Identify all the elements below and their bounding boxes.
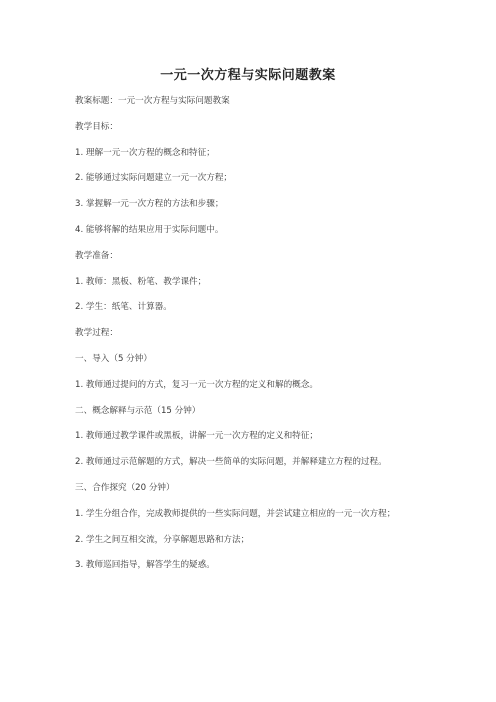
preparation-item-2: 2. 学生：纸笔、计算器。 [75,302,172,313]
goal-item-1: 1. 理解一元一次方程的概念和特征； [75,147,215,158]
intro-item-1: 1. 教师通过提问的方式，复习一元一次方程的定义和解的概念。 [75,379,318,390]
cooperation-item-2: 2. 学生之间互相交流，分享解题思路和方法； [75,534,250,545]
section-intro-heading: 一、导入（5 分钟） [75,353,152,364]
cooperation-item-1: 1. 学生分组合作，完成教师提供的一些实际问题，并尝试建立相应的一元一次方程； [75,508,396,519]
goal-item-3: 3. 掌握解一元一次方程的方法和步骤； [75,199,224,210]
lesson-plan-heading: 教案标题：一元一次方程与实际问题教案 [75,96,230,106]
section-cooperation-heading: 三、合作探究（20 分钟） [75,482,175,493]
preparation-heading: 教学准备： [75,250,118,261]
teaching-goals-heading: 教学目标： [75,121,118,132]
goal-item-2: 2. 能够通过实际问题建立一元一次方程； [75,173,233,184]
preparation-item-1: 1. 教师：黑板、粉笔、教学课件； [75,276,207,287]
document-body [75,92,427,582]
cooperation-item-3: 3. 教师巡回指导，解答学生的疑惑。 [75,560,215,571]
section-concept-heading: 二、概念解释与示范（15 分钟） [75,405,201,416]
goal-item-4: 4. 能够将解的结果应用于实际问题中。 [75,224,224,235]
process-heading: 教学过程： [75,328,118,339]
concept-item-1: 1. 教师通过教学课件或黑板，讲解一元一次方程的定义和特征； [75,431,318,442]
document-title: 一元一次方程与实际问题教案 [160,68,336,83]
concept-item-2: 2. 教师通过示范解题的方式，解决一些简单的实际问题，并解释建立方程的过程。 [75,457,387,468]
